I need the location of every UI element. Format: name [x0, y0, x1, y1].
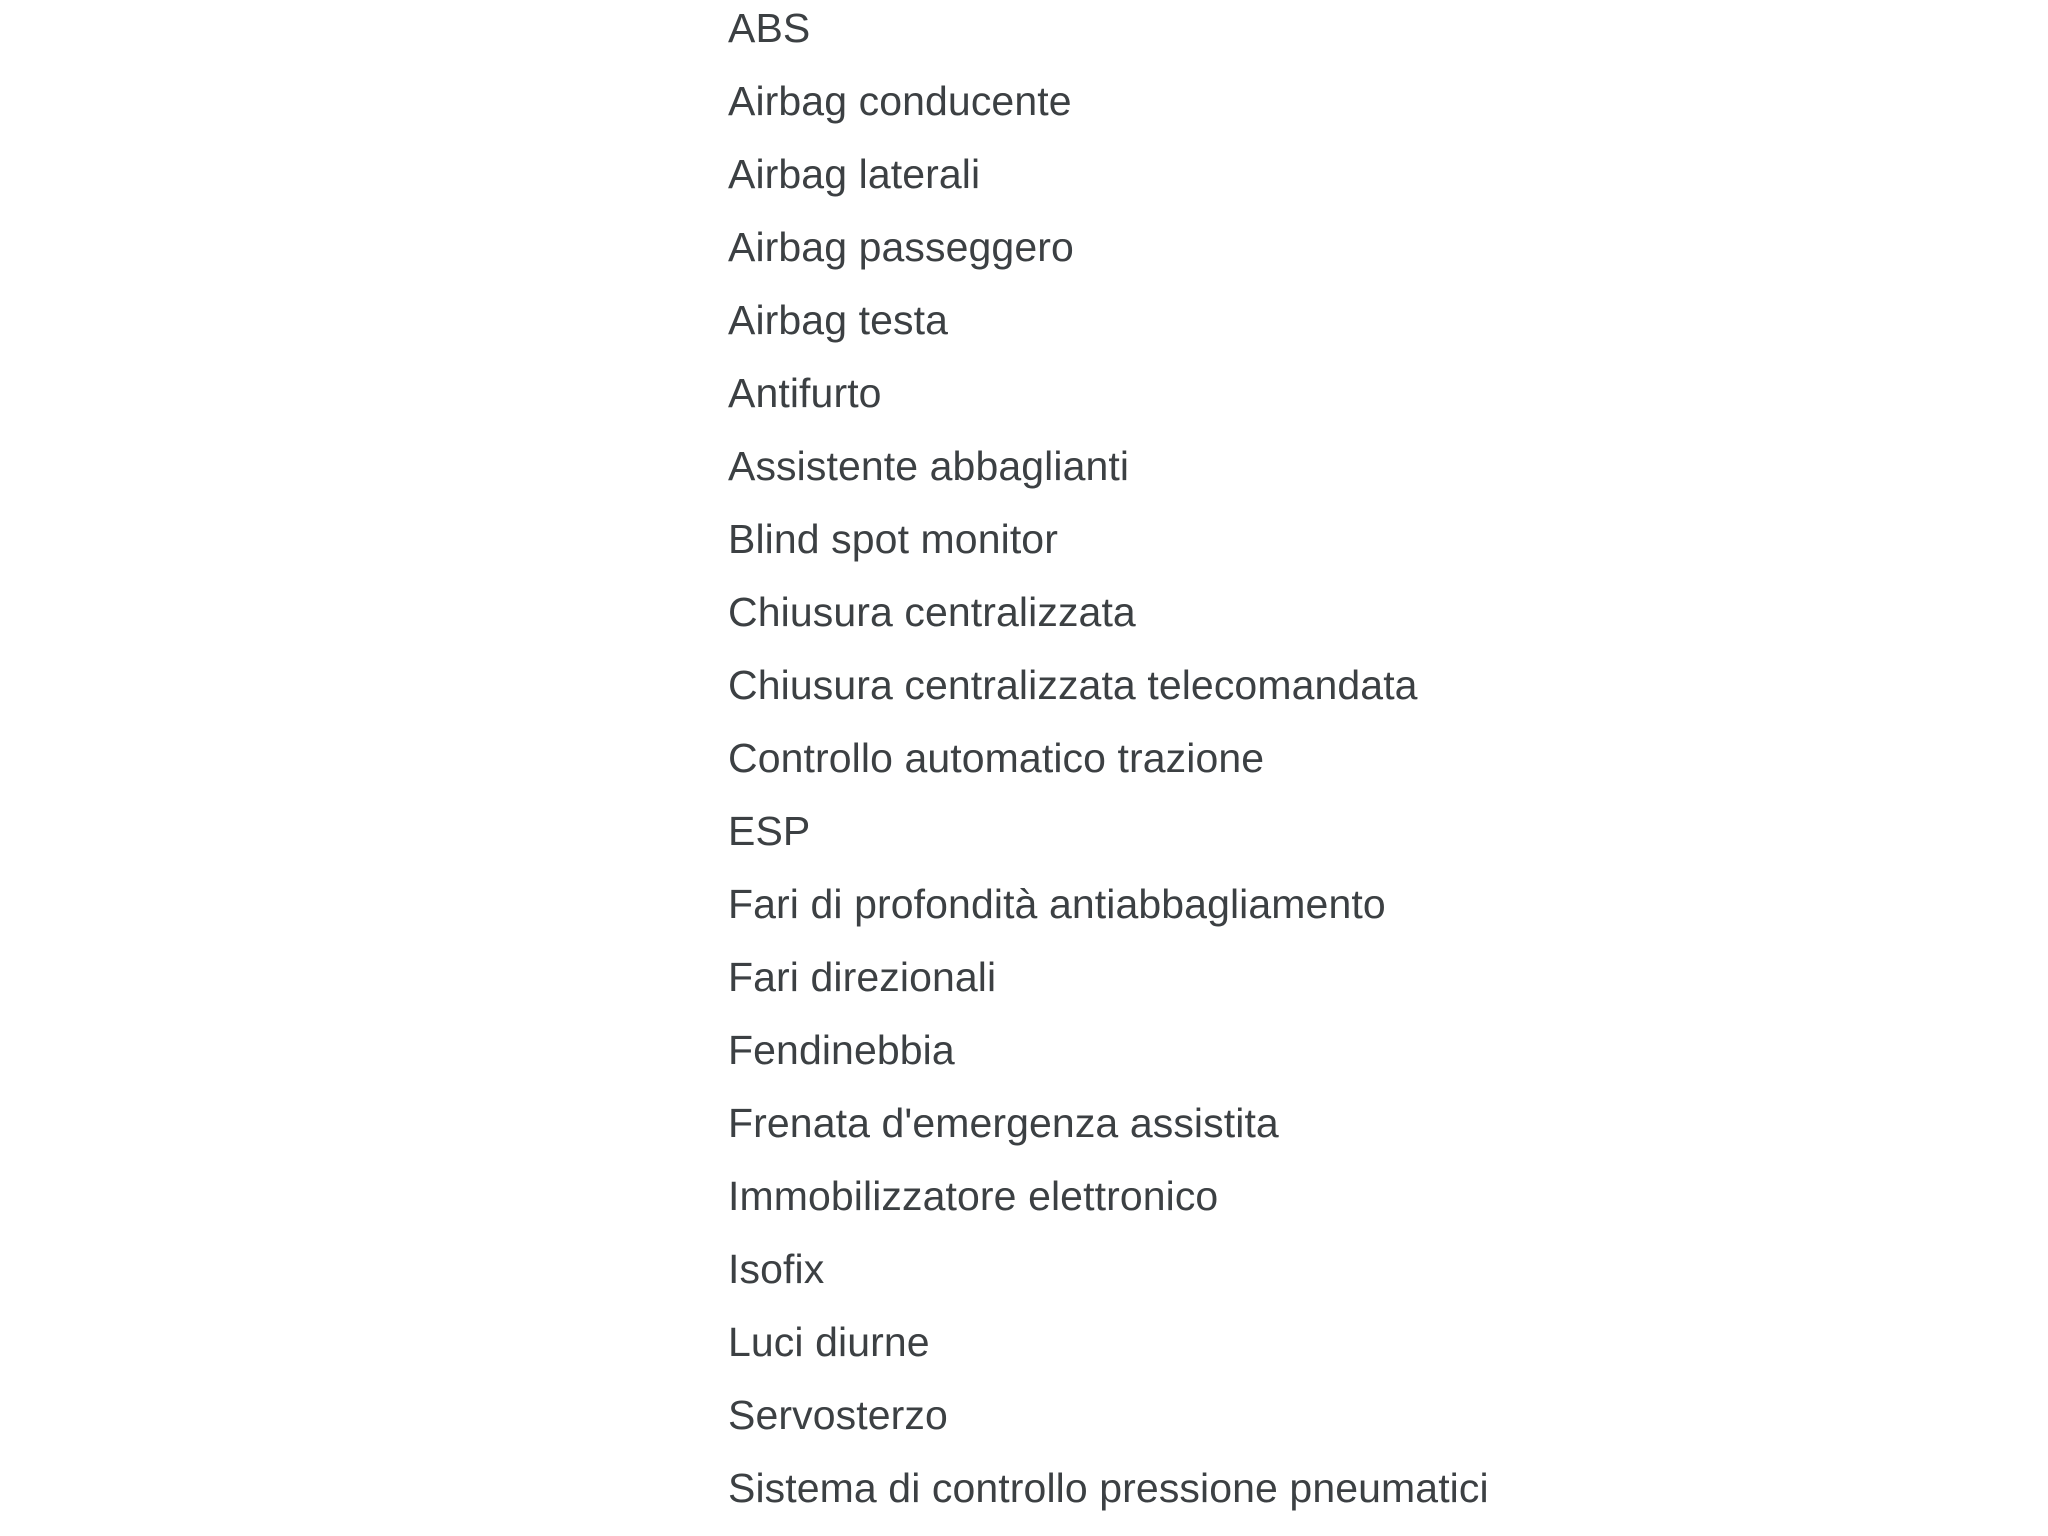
list-item: Airbag testa [728, 297, 948, 343]
list-item: Airbag laterali [728, 151, 981, 197]
list-item: Chiusura centralizzata [728, 589, 1136, 635]
list-item: Chiusura centralizzata telecomandata [728, 662, 1418, 708]
list-item: Fari di profondità antiabbagliamento [728, 881, 1386, 927]
left-gutter [0, 0, 728, 1536]
list-item: Airbag passeggero [728, 224, 1074, 270]
list-item: Airbag conducente [728, 78, 1072, 124]
list-item: ESP [728, 808, 811, 854]
list-item: Controllo automatico trazione [728, 735, 1265, 781]
bottom-edge [0, 1532, 2048, 1536]
list-item: Fendinebbia [728, 1027, 955, 1073]
list-item: Blind spot monitor [728, 516, 1058, 562]
list-item: Servosterzo [728, 1392, 948, 1438]
list-item: Fari direzionali [728, 954, 997, 1000]
safety-equipment-list [728, 0, 2008, 1525]
list-item: Assistente abbaglianti [728, 443, 1130, 489]
list-item: Luci diurne [728, 1319, 930, 1365]
list-item: Isofix [728, 1246, 825, 1292]
list-item: Frenata d'emergenza assistita [728, 1100, 1279, 1146]
list-item: Immobilizzatore elettronico [728, 1173, 1219, 1219]
list-item: Antifurto [728, 370, 882, 416]
list-item: Sistema di controllo pressione pneumatici [728, 1465, 1489, 1511]
list-item: ABS [728, 5, 811, 51]
